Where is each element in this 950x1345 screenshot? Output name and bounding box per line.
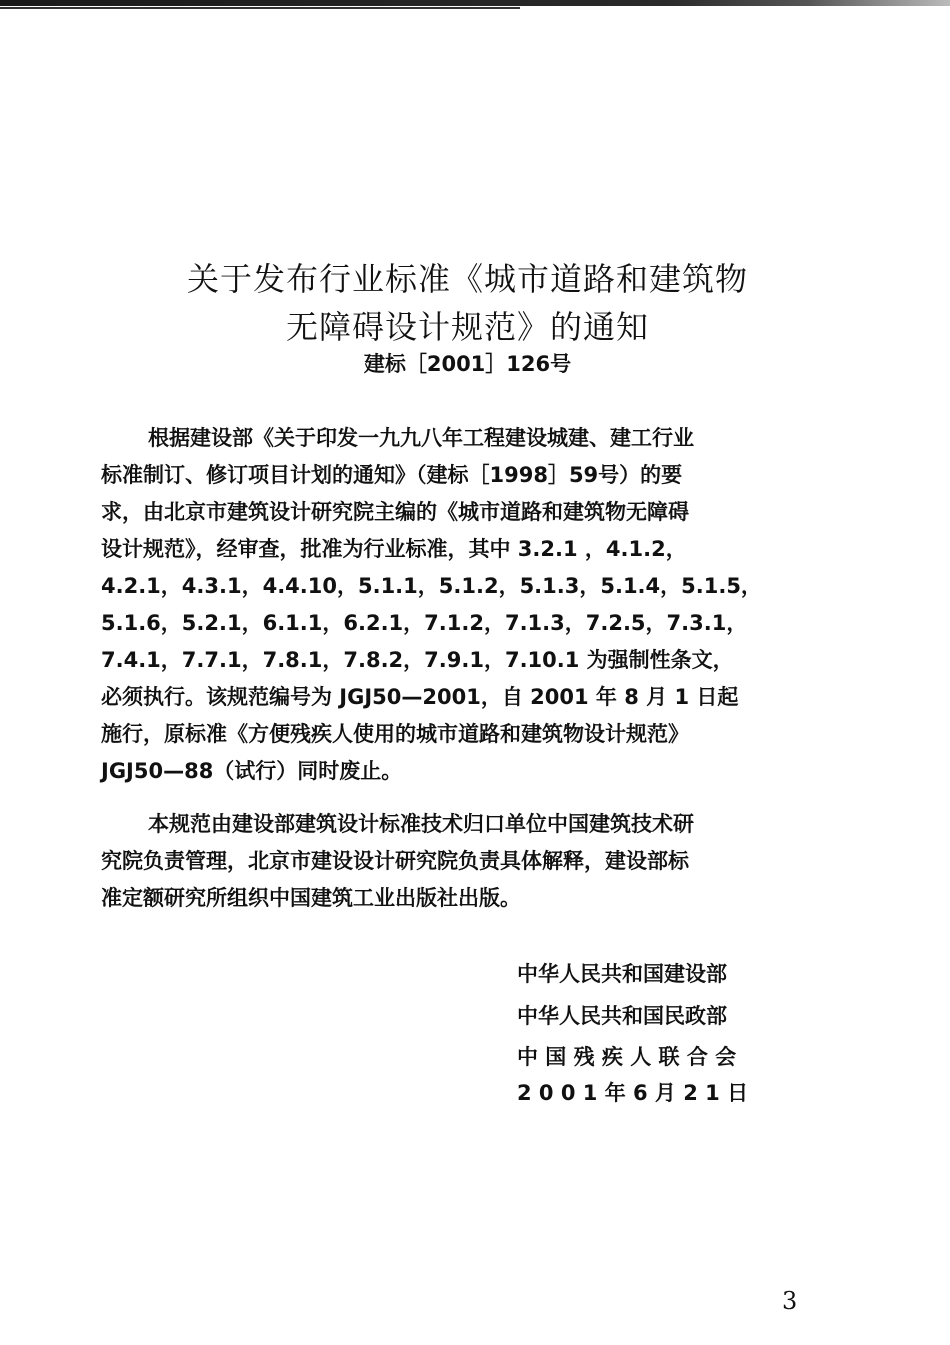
notice-title-line-2: 无障碍设计规范》的通知 xyxy=(285,308,649,346)
paragraph-1-line: 根据建设部《关于印发一九九八年工程建设城建、建工行业 xyxy=(148,426,694,450)
signatory-disabled-persons-federation: 中 国 残 疾 人 联 合 会 xyxy=(517,1045,737,1069)
paragraph-1-line: 求，由北京市建筑设计研究院主编的《城市道路和建筑物无障碍 xyxy=(101,500,689,524)
paragraph-1-line: JGJ50—88（试行）同时废止。 xyxy=(101,759,403,783)
signatory-ministry-of-construction: 中华人民共和国建设部 xyxy=(517,962,727,986)
paragraph-2-line: 准定额研究所组织中国建筑工业出版社出版。 xyxy=(101,886,521,910)
document-number: 建标［2001］126号 xyxy=(363,352,572,376)
signature-date: 2 0 0 1 年 6 月 2 1 日 xyxy=(517,1081,749,1105)
paragraph-1-line: 7.4.1，7.7.1，7.8.1，7.8.2，7.9.1，7.10.1 为强制性条文， xyxy=(101,648,734,672)
scan-top-edge xyxy=(0,0,950,6)
paragraph-2-line: 本规范由建设部建筑设计标准技术归口单位中国建筑技术研 xyxy=(148,812,694,836)
paragraph-1-line: 施行，原标准《方便残疾人使用的城市道路和建筑物设计规范》 xyxy=(101,722,689,746)
paragraph-1-line: 4.2.1，4.3.1，4.4.10，5.1.1，5.1.2，5.1.3，5.1.4，5.1.5， xyxy=(101,574,762,598)
paragraph-1-line: 设计规范》，经审查，批准为行业标准，其中 3.2.1 ，4.1.2， xyxy=(101,537,687,561)
paragraph-1-line: 必须执行。该规范编号为 JGJ50—2001，自 2001 年 8 月 1 日起 xyxy=(101,685,739,709)
paragraph-2-line: 究院负责管理，北京市建设设计研究院负责具体解释，建设部标 xyxy=(101,849,689,873)
page-number: 3 xyxy=(782,1287,798,1315)
scan-top-rule xyxy=(0,7,520,9)
paragraph-1-line: 5.1.6，5.2.1，6.1.1，6.2.1，7.1.2，7.1.3，7.2.5，7.3.1， xyxy=(101,611,748,635)
notice-title-line-1: 关于发布行业标准《城市道路和建筑物 xyxy=(186,260,748,298)
paragraph-1-line: 标准制订、修订项目计划的通知》（建标［1998］59号）的要 xyxy=(101,463,683,487)
signatory-ministry-of-civil-affairs: 中华人民共和国民政部 xyxy=(517,1004,727,1028)
